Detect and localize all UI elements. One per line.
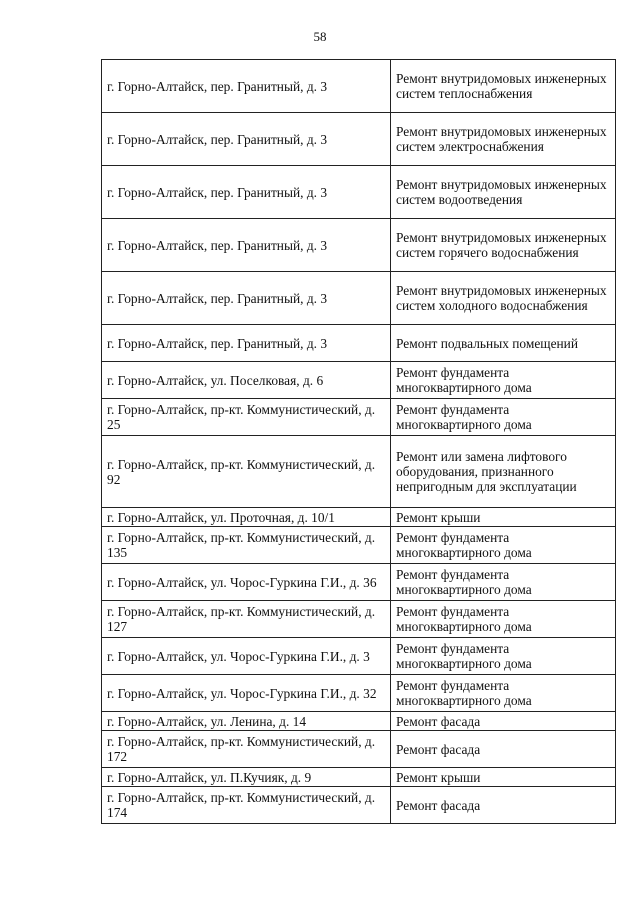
table-row xyxy=(102,601,616,638)
work-type-cell: Ремонт фундамента многоквартирного дома xyxy=(391,601,616,638)
work-type-cell: Ремонт фасада xyxy=(391,731,616,768)
work-type-cell: Ремонт фасада xyxy=(391,787,616,824)
work-type-cell: Ремонт фасада xyxy=(391,712,616,731)
table-row xyxy=(102,712,616,731)
table-row xyxy=(102,731,616,768)
address-cell: г. Горно-Алтайск, пер. Гранитный, д. 3 xyxy=(102,272,391,325)
table-row xyxy=(102,325,616,362)
work-type-cell: Ремонт или замена лифтового оборудования, признанного непригодным для эксплуатации xyxy=(391,436,616,508)
table-row xyxy=(102,564,616,601)
work-type-cell: Ремонт фундамента многоквартирного дома xyxy=(391,564,616,601)
table-row xyxy=(102,113,616,166)
address-cell: г. Горно-Алтайск, ул. Чорос-Гуркина Г.И., д. 3 xyxy=(102,638,391,675)
work-type-cell: Ремонт крыши xyxy=(391,508,616,527)
address-cell: г. Горно-Алтайск, ул. П.Кучияк, д. 9 xyxy=(102,768,391,787)
table-row xyxy=(102,787,616,824)
work-type-cell: Ремонт фундамента многоквартирного дома xyxy=(391,675,616,712)
address-cell: г. Горно-Алтайск, ул. Поселковая, д. 6 xyxy=(102,362,391,399)
table-row xyxy=(102,219,616,272)
work-type-cell: Ремонт внутридомовых инженерных систем холодного водоснабжения xyxy=(391,272,616,325)
address-cell: г. Горно-Алтайск, пр-кт. Коммунистический, д. 172 xyxy=(102,731,391,768)
address-cell: г. Горно-Алтайск, пер. Гранитный, д. 3 xyxy=(102,60,391,113)
work-type-cell: Ремонт фундамента многоквартирного дома xyxy=(391,399,616,436)
address-cell: г. Горно-Алтайск, пр-кт. Коммунистический, д. 92 xyxy=(102,436,391,508)
table-row xyxy=(102,638,616,675)
work-type-cell: Ремонт фундамента многоквартирного дома xyxy=(391,638,616,675)
address-cell: г. Горно-Алтайск, ул. Чорос-Гуркина Г.И., д. 36 xyxy=(102,564,391,601)
work-type-cell: Ремонт подвальных помещений xyxy=(391,325,616,362)
table-row xyxy=(102,675,616,712)
work-type-cell: Ремонт фундамента многоквартирного дома xyxy=(391,527,616,564)
work-type-cell: Ремонт крыши xyxy=(391,768,616,787)
address-cell: г. Горно-Алтайск, ул. Проточная, д. 10/1 xyxy=(102,508,391,527)
work-type-cell: Ремонт фундамента многоквартирного дома xyxy=(391,362,616,399)
work-type-cell: Ремонт внутридомовых инженерных систем электроснабжения xyxy=(391,113,616,166)
page-number: 58 xyxy=(313,29,327,44)
table-row xyxy=(102,527,616,564)
address-cell: г. Горно-Алтайск, пер. Гранитный, д. 3 xyxy=(102,113,391,166)
address-cell: г. Горно-Алтайск, ул. Чорос-Гуркина Г.И., д. 32 xyxy=(102,675,391,712)
repair-works-table xyxy=(101,59,616,824)
address-cell: г. Горно-Алтайск, пер. Гранитный, д. 3 xyxy=(102,166,391,219)
table-row xyxy=(102,362,616,399)
table-row xyxy=(102,166,616,219)
address-cell: г. Горно-Алтайск, пр-кт. Коммунистический, д. 174 xyxy=(102,787,391,824)
table-row xyxy=(102,436,616,508)
work-type-cell: Ремонт внутридомовых инженерных систем горячего водоснабжения xyxy=(391,219,616,272)
table-row xyxy=(102,60,616,113)
address-cell: г. Горно-Алтайск, пер. Гранитный, д. 3 xyxy=(102,325,391,362)
table-row xyxy=(102,508,616,527)
work-type-cell: Ремонт внутридомовых инженерных систем теплоснабжения xyxy=(391,60,616,113)
address-cell: г. Горно-Алтайск, ул. Ленина, д. 14 xyxy=(102,712,391,731)
address-cell: г. Горно-Алтайск, пр-кт. Коммунистический, д. 135 xyxy=(102,527,391,564)
address-cell: г. Горно-Алтайск, пр-кт. Коммунистический, д. 127 xyxy=(102,601,391,638)
address-cell: г. Горно-Алтайск, пр-кт. Коммунистический, д. 25 xyxy=(102,399,391,436)
table-row xyxy=(102,272,616,325)
table-row xyxy=(102,768,616,787)
work-type-cell: Ремонт внутридомовых инженерных систем водоотведения xyxy=(391,166,616,219)
address-cell: г. Горно-Алтайск, пер. Гранитный, д. 3 xyxy=(102,219,391,272)
table-row xyxy=(102,399,616,436)
